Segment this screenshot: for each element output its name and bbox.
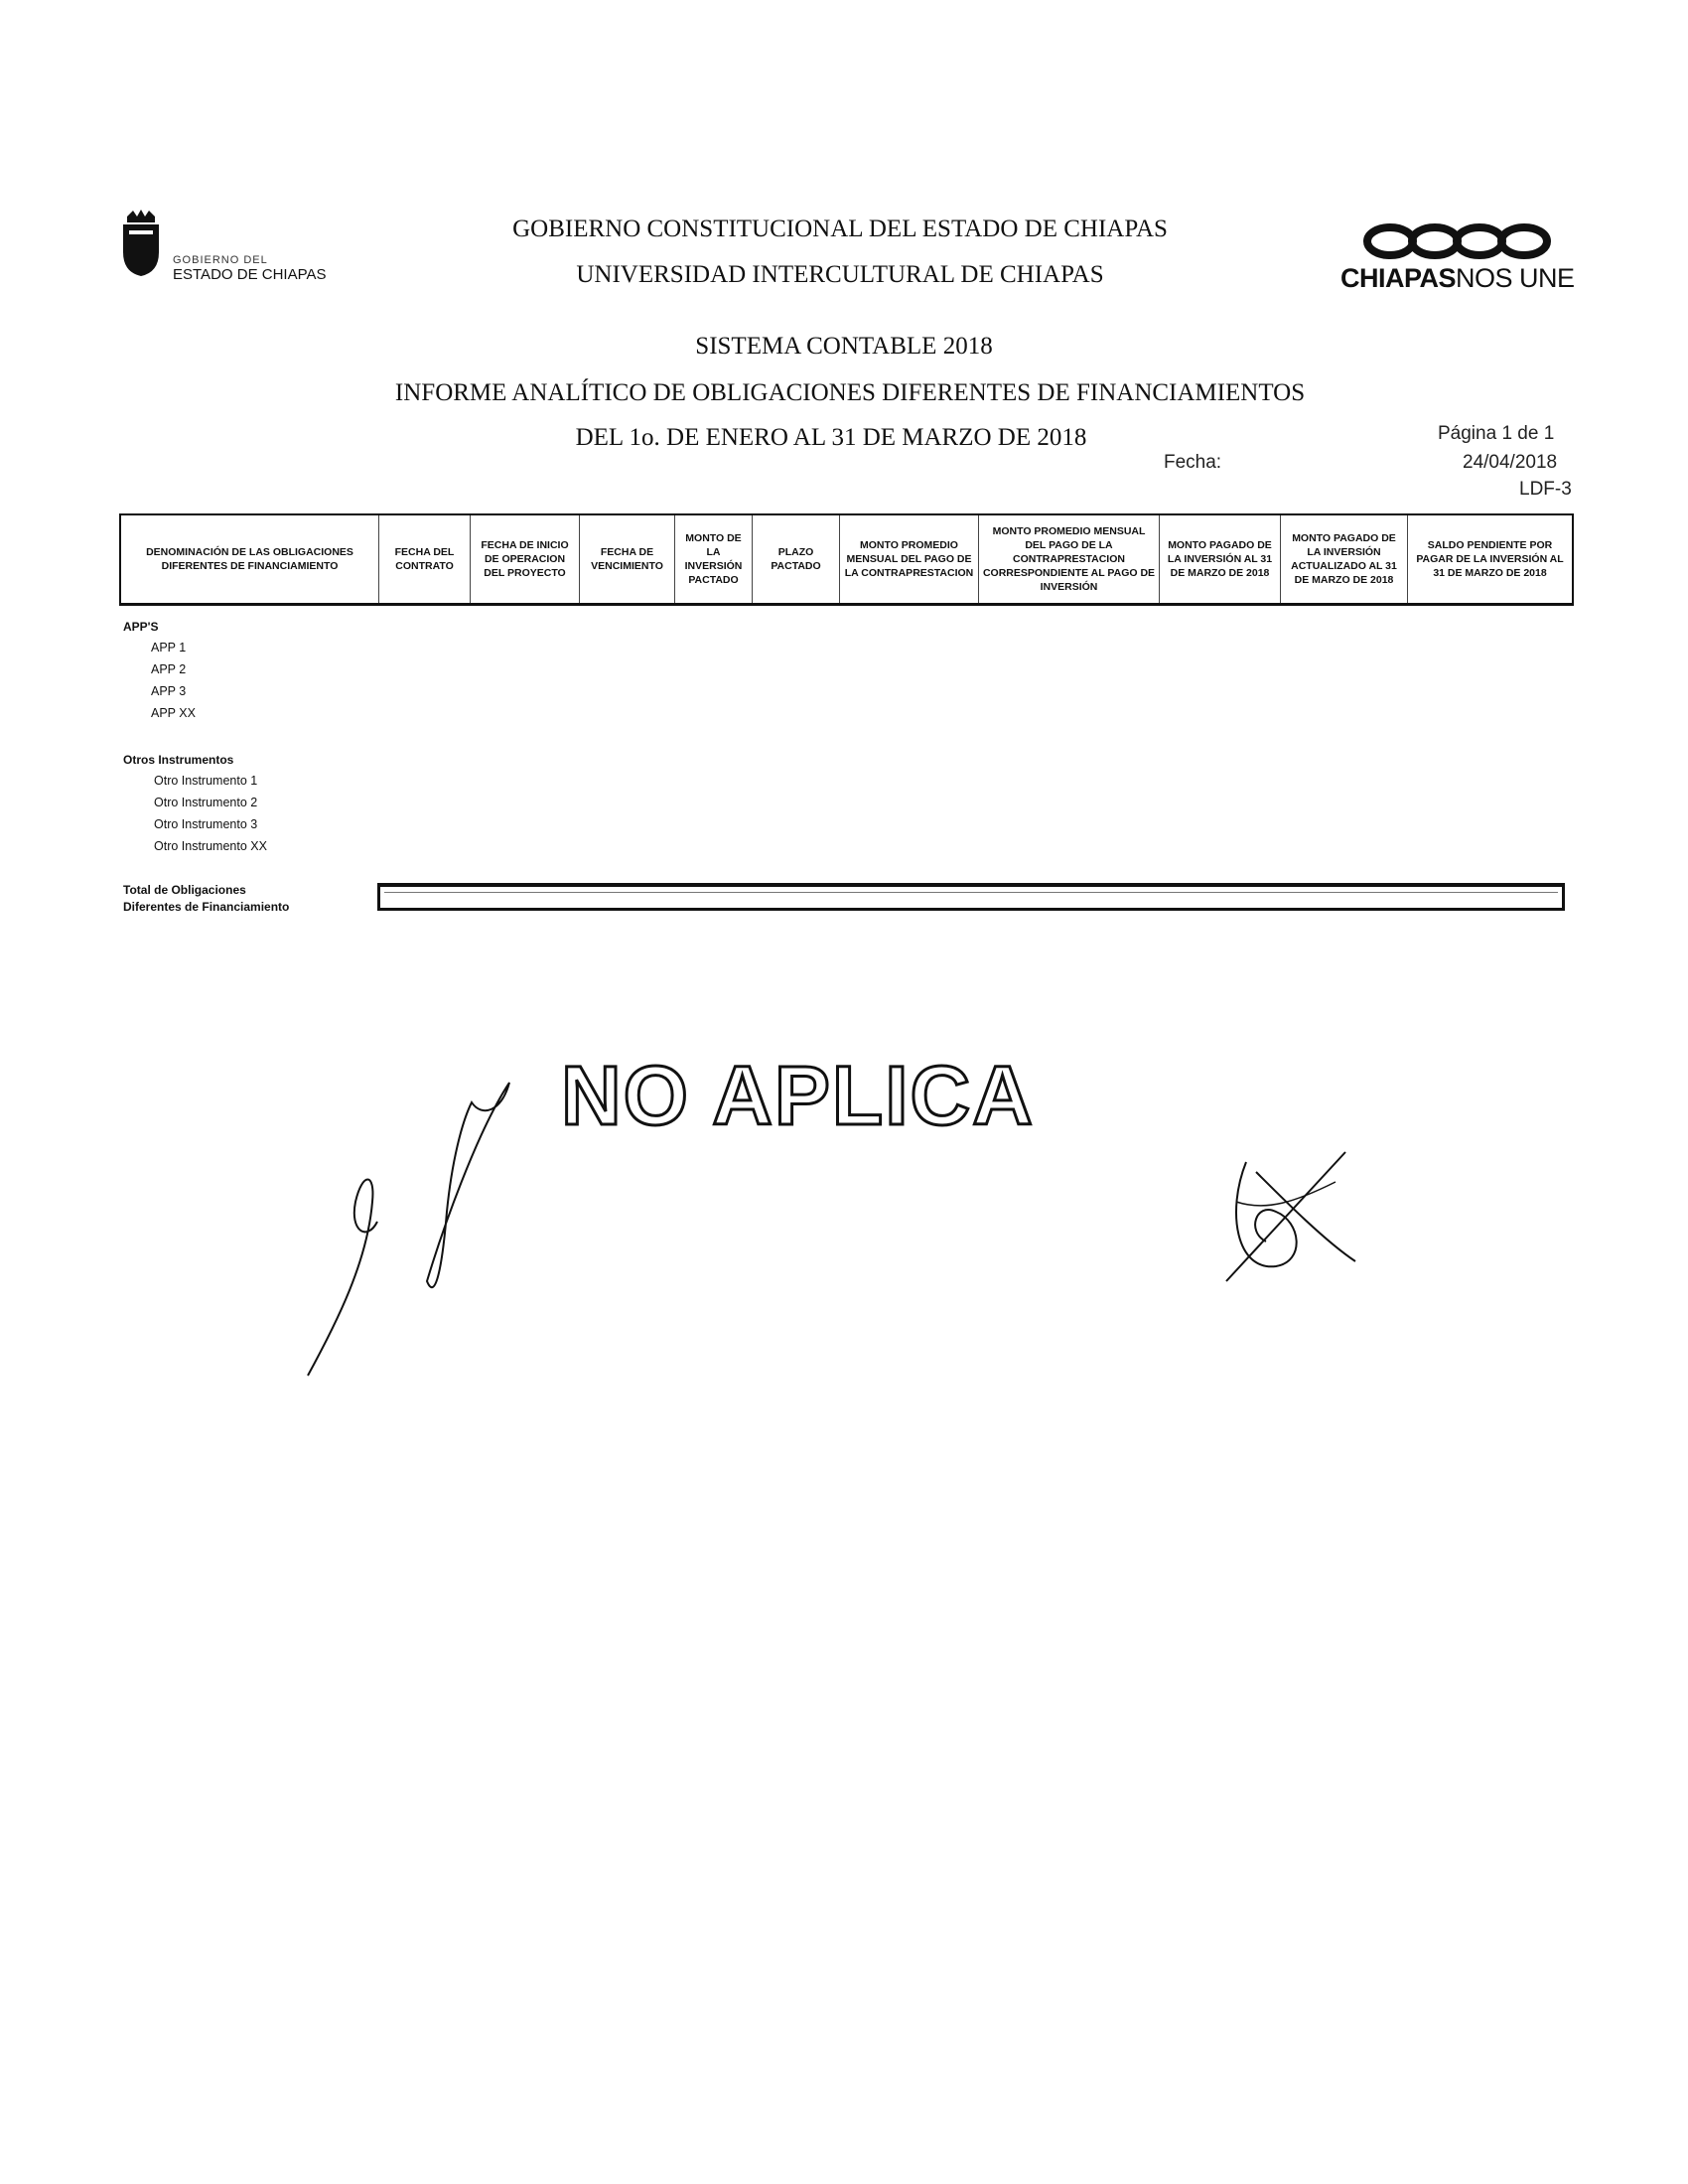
column-header: MONTO PAGADO DE LA INVERSIÓN AL 31 DE MARZO DE 2018 bbox=[1160, 515, 1281, 603]
list-item: APP 2 bbox=[151, 662, 187, 676]
form-code: LDF-3 bbox=[1519, 479, 1572, 500]
list-item: APP 3 bbox=[151, 684, 187, 698]
total-label-line1: Total de Obligaciones bbox=[123, 883, 246, 897]
list-item: APP 1 bbox=[151, 641, 187, 655]
report-table-header bbox=[119, 513, 1574, 606]
report-title: INFORME ANALÍTICO DE OBLIGACIONES DIFERENTES DE FINANCIAMIENTOS bbox=[394, 379, 1306, 406]
list-item: Otro Instrumento 3 bbox=[154, 817, 258, 831]
period-title: DEL 1o. DE ENERO AL 31 DE MARZO DE 2018 bbox=[575, 424, 1087, 451]
left-signature bbox=[278, 1073, 536, 1390]
column-header: DENOMINACIÓN DE LAS OBLIGACIONES DIFERENTES DE FINANCIAMIENTO bbox=[121, 515, 379, 603]
right-signature bbox=[1216, 1142, 1365, 1301]
total-bar bbox=[377, 883, 1565, 911]
left-logo-top-text: GOBIERNO DEL bbox=[173, 254, 268, 266]
column-header: MONTO PAGADO DE LA INVERSIÓN ACTUALIZADO AL 31 DE MARZO DE 2018 bbox=[1281, 515, 1408, 603]
list-item: APP XX bbox=[151, 706, 196, 720]
no-aplica-stamp: NO APLICA bbox=[561, 1049, 1035, 1142]
left-logo-bottom-text: ESTADO DE CHIAPAS bbox=[173, 266, 327, 283]
government-title: GOBIERNO CONSTITUCIONAL DEL ESTADO DE CHIAPAS bbox=[512, 216, 1168, 242]
column-header: MONTO PROMEDIO MENSUAL DEL PAGO DE LA CONTRAPRESTACION bbox=[840, 515, 979, 603]
right-logo-bold: CHIAPAS bbox=[1340, 263, 1457, 293]
column-header: SALDO PENDIENTE POR PAGAR DE LA INVERSIÓN AL 31 DE MARZO DE 2018 bbox=[1416, 539, 1564, 579]
page-number: Página 1 de 1 bbox=[1438, 423, 1555, 444]
list-item: Otro Instrumento XX bbox=[154, 839, 267, 853]
column-header: MONTO DE LA INVERSIÓN PACTADO bbox=[675, 515, 753, 603]
column-header: FECHA DEL CONTRATO bbox=[379, 515, 471, 603]
fecha-value: 24/04/2018 bbox=[1463, 452, 1558, 473]
column-header: PLAZO PACTADO bbox=[753, 515, 840, 603]
system-title: SISTEMA CONTABLE 2018 bbox=[695, 333, 993, 360]
list-item: Otro Instrumento 1 bbox=[154, 774, 258, 788]
right-logo-regular: NOS UNE bbox=[1456, 263, 1575, 293]
section-title-otros: Otros Instrumentos bbox=[123, 753, 234, 767]
section-title-apps: APP'S bbox=[123, 620, 159, 634]
fecha-label: Fecha: bbox=[1164, 452, 1222, 473]
university-title: UNIVERSIDAD INTERCULTURAL DE CHIAPAS bbox=[576, 261, 1104, 288]
column-header: MONTO PROMEDIO MENSUAL DEL PAGO DE LA CONTRAPRESTACION CORRESPONDIENTE AL PAGO DE INVERSIÓN bbox=[979, 515, 1160, 603]
column-header: FECHA DE INICIO DE OPERACION DEL PROYECTO bbox=[471, 515, 580, 603]
column-header: FECHA DE VENCIMIENTO bbox=[580, 515, 675, 603]
total-label-line2: Diferentes de Financiamiento bbox=[123, 900, 290, 914]
list-item: Otro Instrumento 2 bbox=[154, 796, 258, 809]
